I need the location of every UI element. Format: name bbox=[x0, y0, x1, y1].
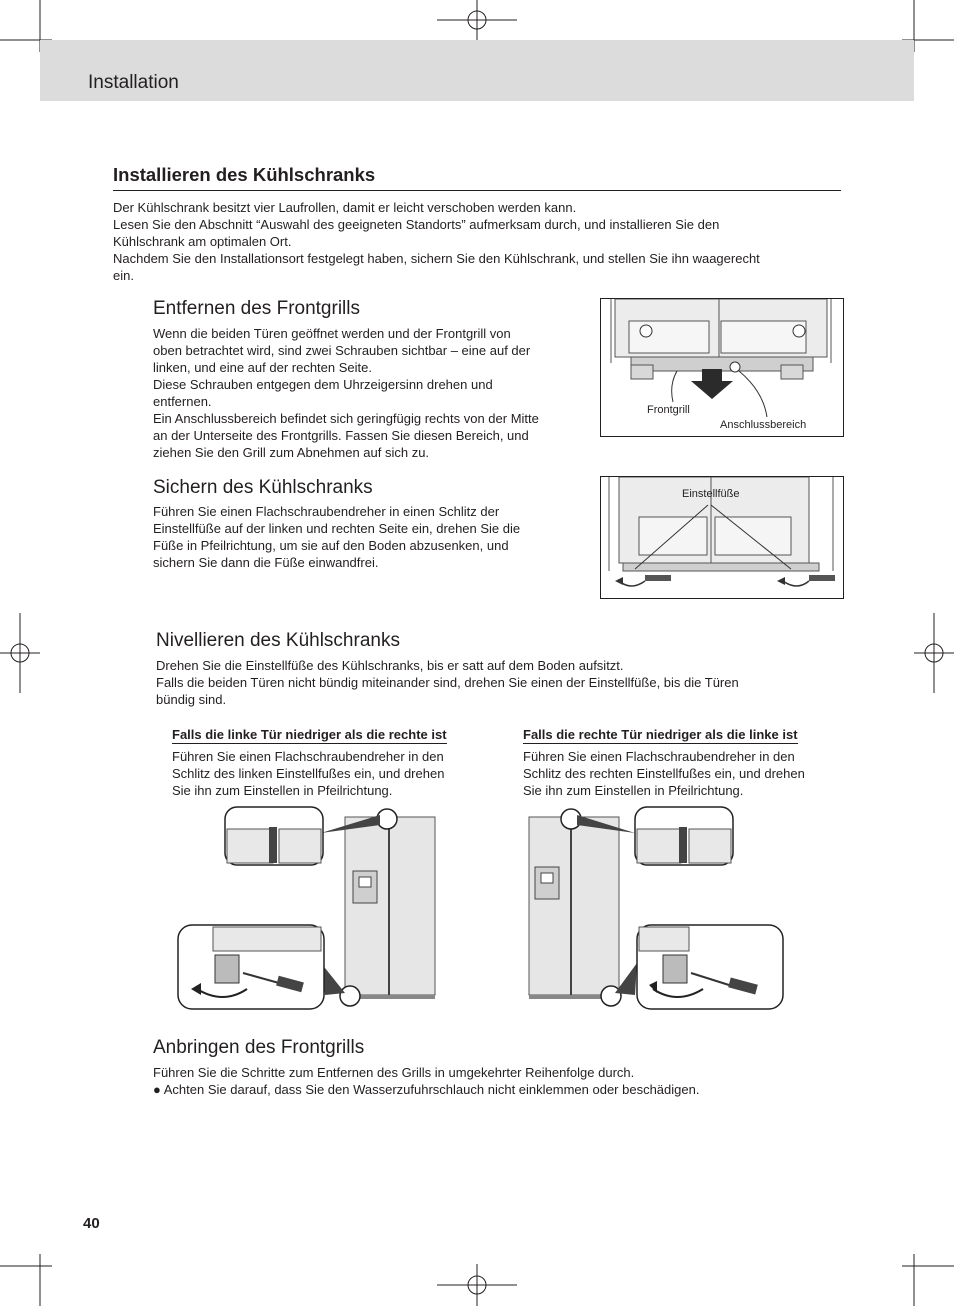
attach-text: Führen Sie die Schritte zum Entfernen des Grills in umgekehrter Reihenfolge durch. ● Achten Sie darauf, dass Sie den Wasserzufuhrschlauch nicht einklemmen oder beschädigen. bbox=[153, 1065, 700, 1097]
page-title: Installieren des Kühlschranks bbox=[113, 164, 376, 185]
remove-grill-heading: Entfernen des Frontgrills bbox=[153, 298, 360, 319]
right-leveling-figure bbox=[525, 805, 790, 1010]
label-anschlussbereich: Anschlussbereich bbox=[720, 419, 807, 431]
section-title: Installation bbox=[88, 72, 179, 93]
right-case-text: Führen Sie einen Flachschraubendreher in den Schlitz des rechten Einstellfußes ein, und drehen Sie ihn zum Einstellen in Pfeilrichtung. bbox=[523, 749, 805, 798]
title-divider bbox=[113, 190, 841, 191]
right-case-title: Falls die rechte Tür niedriger als die linke ist bbox=[523, 727, 798, 742]
level-text: Drehen Sie die Einstellfüße des Kühlschranks, bis er satt auf dem Boden aufsitzt. Falls die beiden Türen nicht bündig miteinander sind, drehen Sie einen der Einstellfüße, bis die Türen bündig sind. bbox=[156, 658, 739, 707]
attach-heading: Anbringen des Frontgrills bbox=[153, 1037, 365, 1058]
label-frontgrill: Frontgrill bbox=[647, 404, 690, 416]
feet-figure bbox=[600, 476, 844, 599]
left-case-title: Falls die linke Tür niedriger als die rechte ist bbox=[172, 727, 447, 742]
left-case-text: Führen Sie einen Flachschraubendreher in den Schlitz des linken Einstellfußes ein, und drehen Sie ihn zum Einstellen in Pfeilrichtung. bbox=[172, 749, 445, 798]
secure-text: Führen Sie einen Flachschraubendreher in einen Schlitz der Einstellfüße auf der linken und rechten Seite ein, drehen Sie die Füße in Pfeilrichtung, um sie auf den Boden abzusenken, und sichern Sie dann die Füße einwandfrei. bbox=[153, 504, 521, 570]
remove-grill-text: Wenn die beiden Türen geöffnet werden und der Frontgrill von oben betrachtet wird, sind zwei Schrauben sichtbar – eine auf der linken, und eine auf der rechten Seite. Diese Schrauben entgegen dem Uhrzeigersinn drehen und entfernen. Ein Anschlussbereich befindet sich geringfügig rechts von der Mitte an der Unterseite des Frontgrills. Fassen Sie diesen Bereich, und ziehen Sie den Grill zum Abnehmen auf sich zu. bbox=[153, 326, 539, 460]
label-einstellfuesse: Einstellfüße bbox=[682, 488, 740, 500]
intro-text: Der Kühlschrank besitzt vier Laufrollen, damit er leicht verschoben werden kann. Lesen Sie den Abschnitt “Auswahl des geeigneten Standorts” aufmerksam durch, und installieren Sie den Kühlschrank am optimalen Ort. Nachdem Sie den Installationsort festgelegt haben, sichern Sie den Kühlschrank, und stellen Sie ihn waagerecht ein. bbox=[113, 200, 760, 283]
grill-removal-figure bbox=[600, 298, 844, 437]
level-heading: Nivellieren des Kühlschranks bbox=[156, 630, 400, 651]
secure-heading: Sichern des Kühlschranks bbox=[153, 477, 373, 498]
left-leveling-figure bbox=[175, 805, 440, 1010]
page-number: 40 bbox=[83, 1215, 100, 1232]
